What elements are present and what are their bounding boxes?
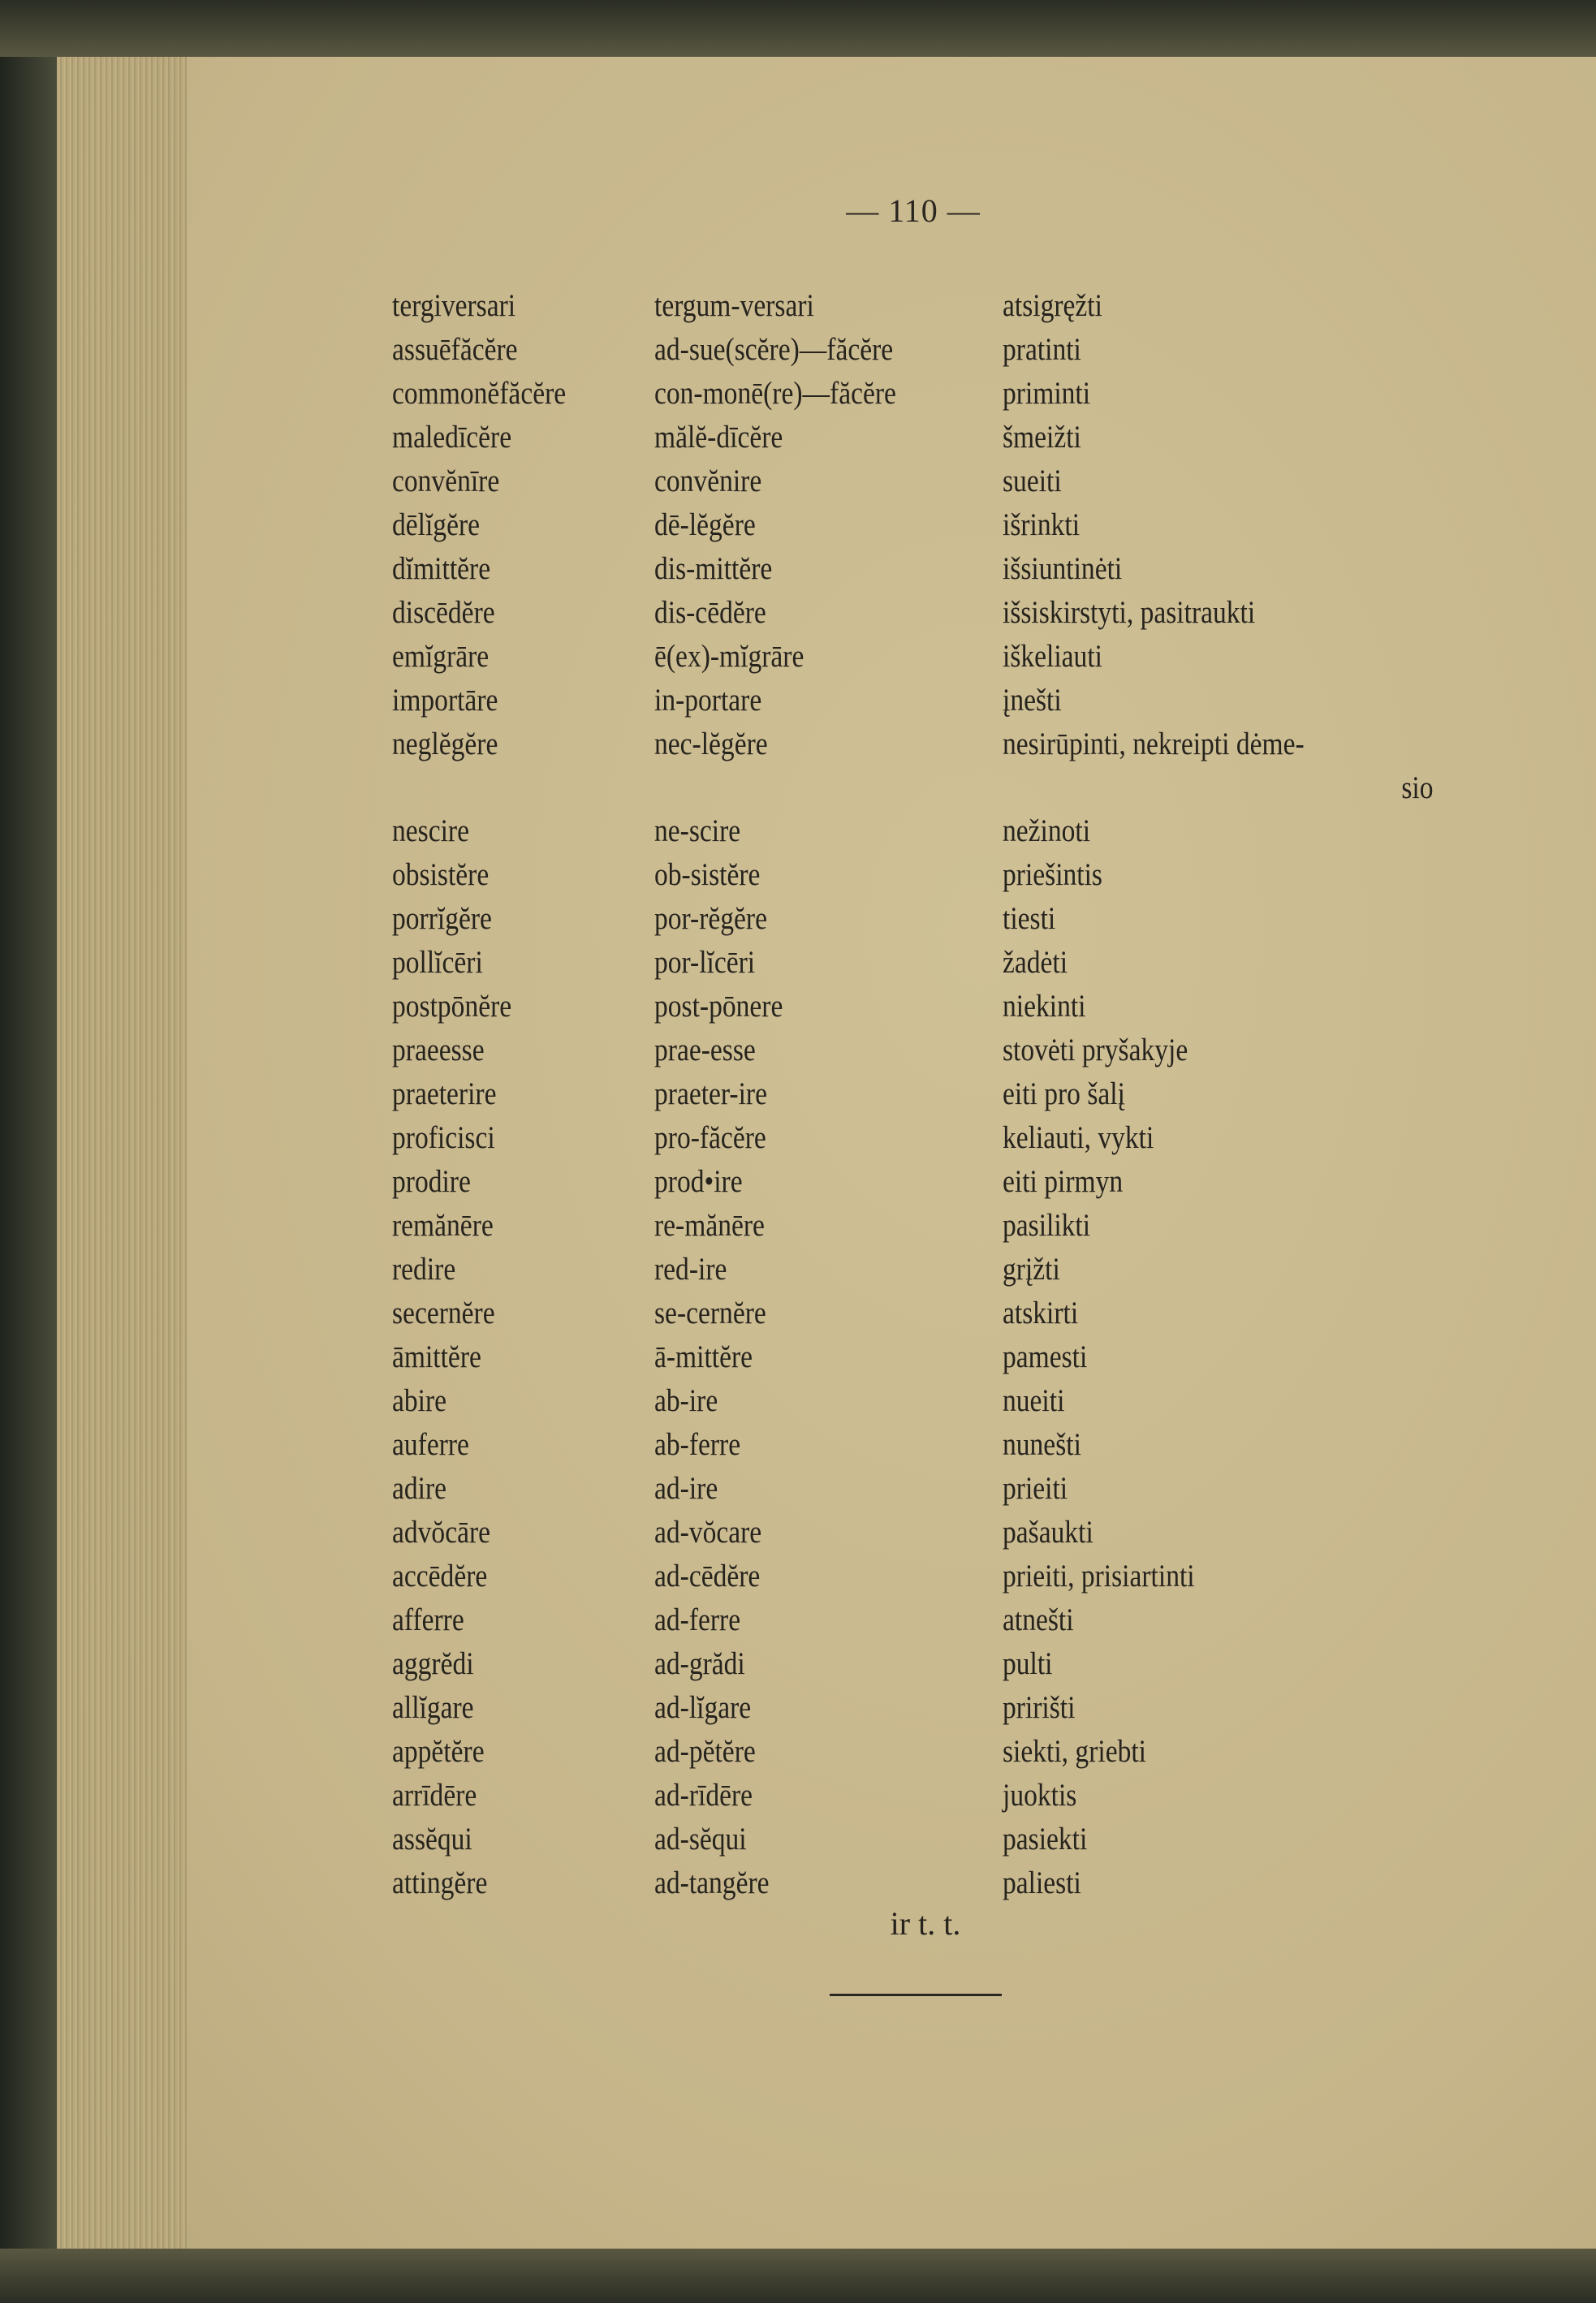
latin-word: porrĭgĕre [392,901,492,936]
lithuanian-translation: pratinti [1003,332,1081,367]
lithuanian-translation: siekti, griebti [1003,1734,1146,1769]
latin-word: importāre [392,683,498,718]
lithuanian-translation: prieiti [1003,1471,1068,1506]
word-derivation: ad-sĕqui [654,1822,747,1857]
word-derivation: ē(ex)-mĭgrāre [654,639,804,674]
word-derivation: mălĕ-dīcĕre [654,420,783,455]
word-row [392,1072,1447,1116]
latin-word: pollĭcēri [392,945,483,980]
lithuanian-translation: stovėti pryšakyje [1003,1033,1188,1067]
word-row [392,722,1447,766]
latin-word: āmittĕre [392,1339,481,1374]
lithuanian-translation: pašaukti [1003,1515,1093,1550]
word-row [392,1248,1447,1292]
latin-word: discēdĕre [392,595,495,630]
translation-continuation-row [392,766,1447,810]
word-derivation: dē-lĕgĕre [654,507,756,542]
page-edges [57,57,187,2249]
word-table-group-2 [392,809,1447,1905]
word-row [392,372,1447,416]
page-number: — 110 — [846,192,981,229]
lithuanian-translation: prieiti, prisiartinti [1003,1559,1195,1594]
word-row [392,1029,1447,1072]
word-row [392,503,1447,547]
book-binding [0,0,57,2303]
latin-word: postpōnĕre [392,989,512,1024]
word-row [392,1379,1447,1423]
lithuanian-translation: tiesti [1003,901,1056,936]
latin-word: remănēre [392,1208,494,1243]
latin-word: praeesse [392,1033,485,1067]
word-derivation: ne-scire [654,813,741,848]
word-derivation: ad-pĕtĕre [654,1734,756,1769]
lithuanian-translation: pasilikti [1003,1208,1091,1243]
word-row [392,1467,1447,1511]
word-row [392,853,1447,897]
word-row [392,679,1447,722]
lithuanian-translation: paliesti [1003,1865,1081,1900]
lithuanian-translation: iškeliauti [1003,639,1102,674]
latin-word: arrīdēre [392,1778,477,1813]
lithuanian-translation: nežinoti [1003,813,1091,848]
word-derivation: post-pōnere [654,989,783,1024]
word-derivation: praeter-ire [654,1076,767,1111]
latin-word: allĭgare [392,1690,474,1725]
lithuanian-translation: nueiti [1003,1383,1065,1418]
lithuanian-translation: pasiekti [1003,1822,1088,1857]
word-derivation: ad-ferre [654,1602,741,1637]
translation-continuation: sio [1401,770,1434,805]
lithuanian-translation: atsigręžti [1003,288,1102,323]
word-derivation: convĕnire [654,464,762,498]
lithuanian-translation: nesirūpinti, nekreipti dėme- [1003,727,1305,761]
word-row [392,284,1447,328]
word-row [392,1204,1447,1248]
book-cover-bottom [0,2249,1596,2303]
lithuanian-translation: išrinkti [1003,507,1081,542]
lithuanian-translation: juoktis [1003,1778,1077,1813]
word-derivation: red-ire [654,1252,727,1287]
word-row [392,1818,1447,1861]
word-row [392,1642,1447,1686]
word-row [392,1292,1447,1335]
latin-word: attingĕre [392,1865,488,1900]
lithuanian-translation: sueiti [1003,464,1062,498]
word-row [392,1423,1447,1467]
latin-word: nescire [392,813,469,848]
word-derivation: ab-ferre [654,1427,741,1462]
lithuanian-translation: pamesti [1003,1339,1088,1374]
word-derivation: nec-lĕgĕre [654,727,768,761]
latin-word: commonĕfăcĕre [392,376,567,411]
word-row [392,1116,1447,1160]
latin-word: emĭgrāre [392,639,490,674]
word-derivation: ad-ire [654,1471,718,1506]
lithuanian-translation: žadėti [1003,945,1068,980]
word-derivation: re-mănēre [654,1208,765,1243]
lithuanian-translation: keliauti, vykti [1003,1120,1154,1155]
lithuanian-translation: niekinti [1003,989,1086,1024]
word-row [392,1686,1447,1730]
word-row [392,1861,1447,1905]
latin-word: proficisci [392,1120,495,1155]
latin-word: assĕqui [392,1822,472,1857]
word-row [392,547,1447,591]
word-derivation: ad-vŏcare [654,1515,762,1550]
word-row [392,1160,1447,1204]
word-derivation: pro-făcĕre [654,1120,766,1155]
word-row [392,1598,1447,1642]
word-derivation: prod•ire [654,1164,743,1199]
word-derivation: con-monē(re)—făcĕre [654,376,896,411]
word-row [392,985,1447,1029]
word-derivation: ad-lĭgare [654,1690,752,1725]
word-derivation: por-rĕgĕre [654,901,767,936]
latin-word: neglĕgĕre [392,727,498,761]
lithuanian-translation: įnešti [1003,683,1062,718]
word-derivation: ā-mittĕre [654,1339,753,1374]
latin-word: dēlĭgĕre [392,507,481,542]
word-derivation: por-lĭcēri [654,945,756,980]
lithuanian-translation: priminti [1003,376,1091,411]
word-derivation: ad-rīdēre [654,1778,753,1813]
lithuanian-translation: pulti [1003,1646,1053,1681]
latin-word: assuēfăcĕre [392,332,518,367]
word-derivation: ad-cēdĕre [654,1559,761,1594]
word-row [392,809,1447,853]
lithuanian-translation: išsiuntinėti [1003,551,1123,586]
lithuanian-translation: eiti pro šalį [1003,1076,1125,1111]
word-row [392,459,1447,503]
latin-word: praeterire [392,1076,497,1111]
word-derivation: ob-sistĕre [654,857,761,892]
latin-word: obsistĕre [392,857,490,892]
latin-word: secernĕre [392,1296,495,1330]
closing-note: ir t. t. [890,1905,961,1942]
latin-word: dĭmittĕre [392,551,491,586]
latin-word: abire [392,1383,447,1418]
latin-word: tergiversari [392,288,516,323]
word-derivation: se-cernĕre [654,1296,766,1330]
latin-word: advŏcāre [392,1515,491,1550]
closing-rule [830,1994,1002,1996]
latin-word: afferre [392,1602,464,1637]
lithuanian-translation: nunešti [1003,1427,1081,1462]
word-row [392,897,1447,941]
latin-word: aggrĕdi [392,1646,474,1681]
word-derivation: in-portare [654,683,762,718]
word-row [392,1511,1447,1555]
word-table-group-1 [392,284,1447,810]
latin-word: appĕtĕre [392,1734,485,1769]
word-derivation: ab-ire [654,1383,718,1418]
word-derivation: prae-esse [654,1033,756,1067]
latin-word: maledīcĕre [392,420,512,455]
word-derivation: tergum-versari [654,288,814,323]
word-derivation: ad-tangĕre [654,1865,770,1900]
word-derivation: dis-mittĕre [654,551,773,586]
lithuanian-translation: atskirti [1003,1296,1079,1330]
word-row [392,941,1447,985]
latin-word: adire [392,1471,447,1506]
latin-word: prodire [392,1164,471,1199]
word-derivation: dis-cēdĕre [654,595,766,630]
latin-word: auferre [392,1427,469,1462]
latin-word: convĕnīre [392,464,500,498]
lithuanian-translation: eiti pirmyn [1003,1164,1124,1199]
word-derivation: ad-grădi [654,1646,745,1681]
lithuanian-translation: grįžti [1003,1252,1060,1287]
word-row [392,591,1447,635]
lithuanian-translation: išsiskirstyti, pasitraukti [1003,595,1256,630]
lithuanian-translation: šmeižti [1003,420,1081,455]
latin-word: accēdĕre [392,1559,488,1594]
lithuanian-translation: pririšti [1003,1690,1076,1725]
word-row [392,416,1447,459]
word-row [392,328,1447,372]
word-row [392,1730,1447,1774]
latin-word: redire [392,1252,456,1287]
word-row [392,1335,1447,1379]
word-row [392,635,1447,679]
word-derivation: ad-sue(scĕre)—făcĕre [654,332,894,367]
word-row [392,1774,1447,1818]
book-cover-top [0,0,1596,57]
lithuanian-translation: priešintis [1003,857,1102,892]
lithuanian-translation: atnešti [1003,1602,1074,1637]
word-row [392,1555,1447,1598]
